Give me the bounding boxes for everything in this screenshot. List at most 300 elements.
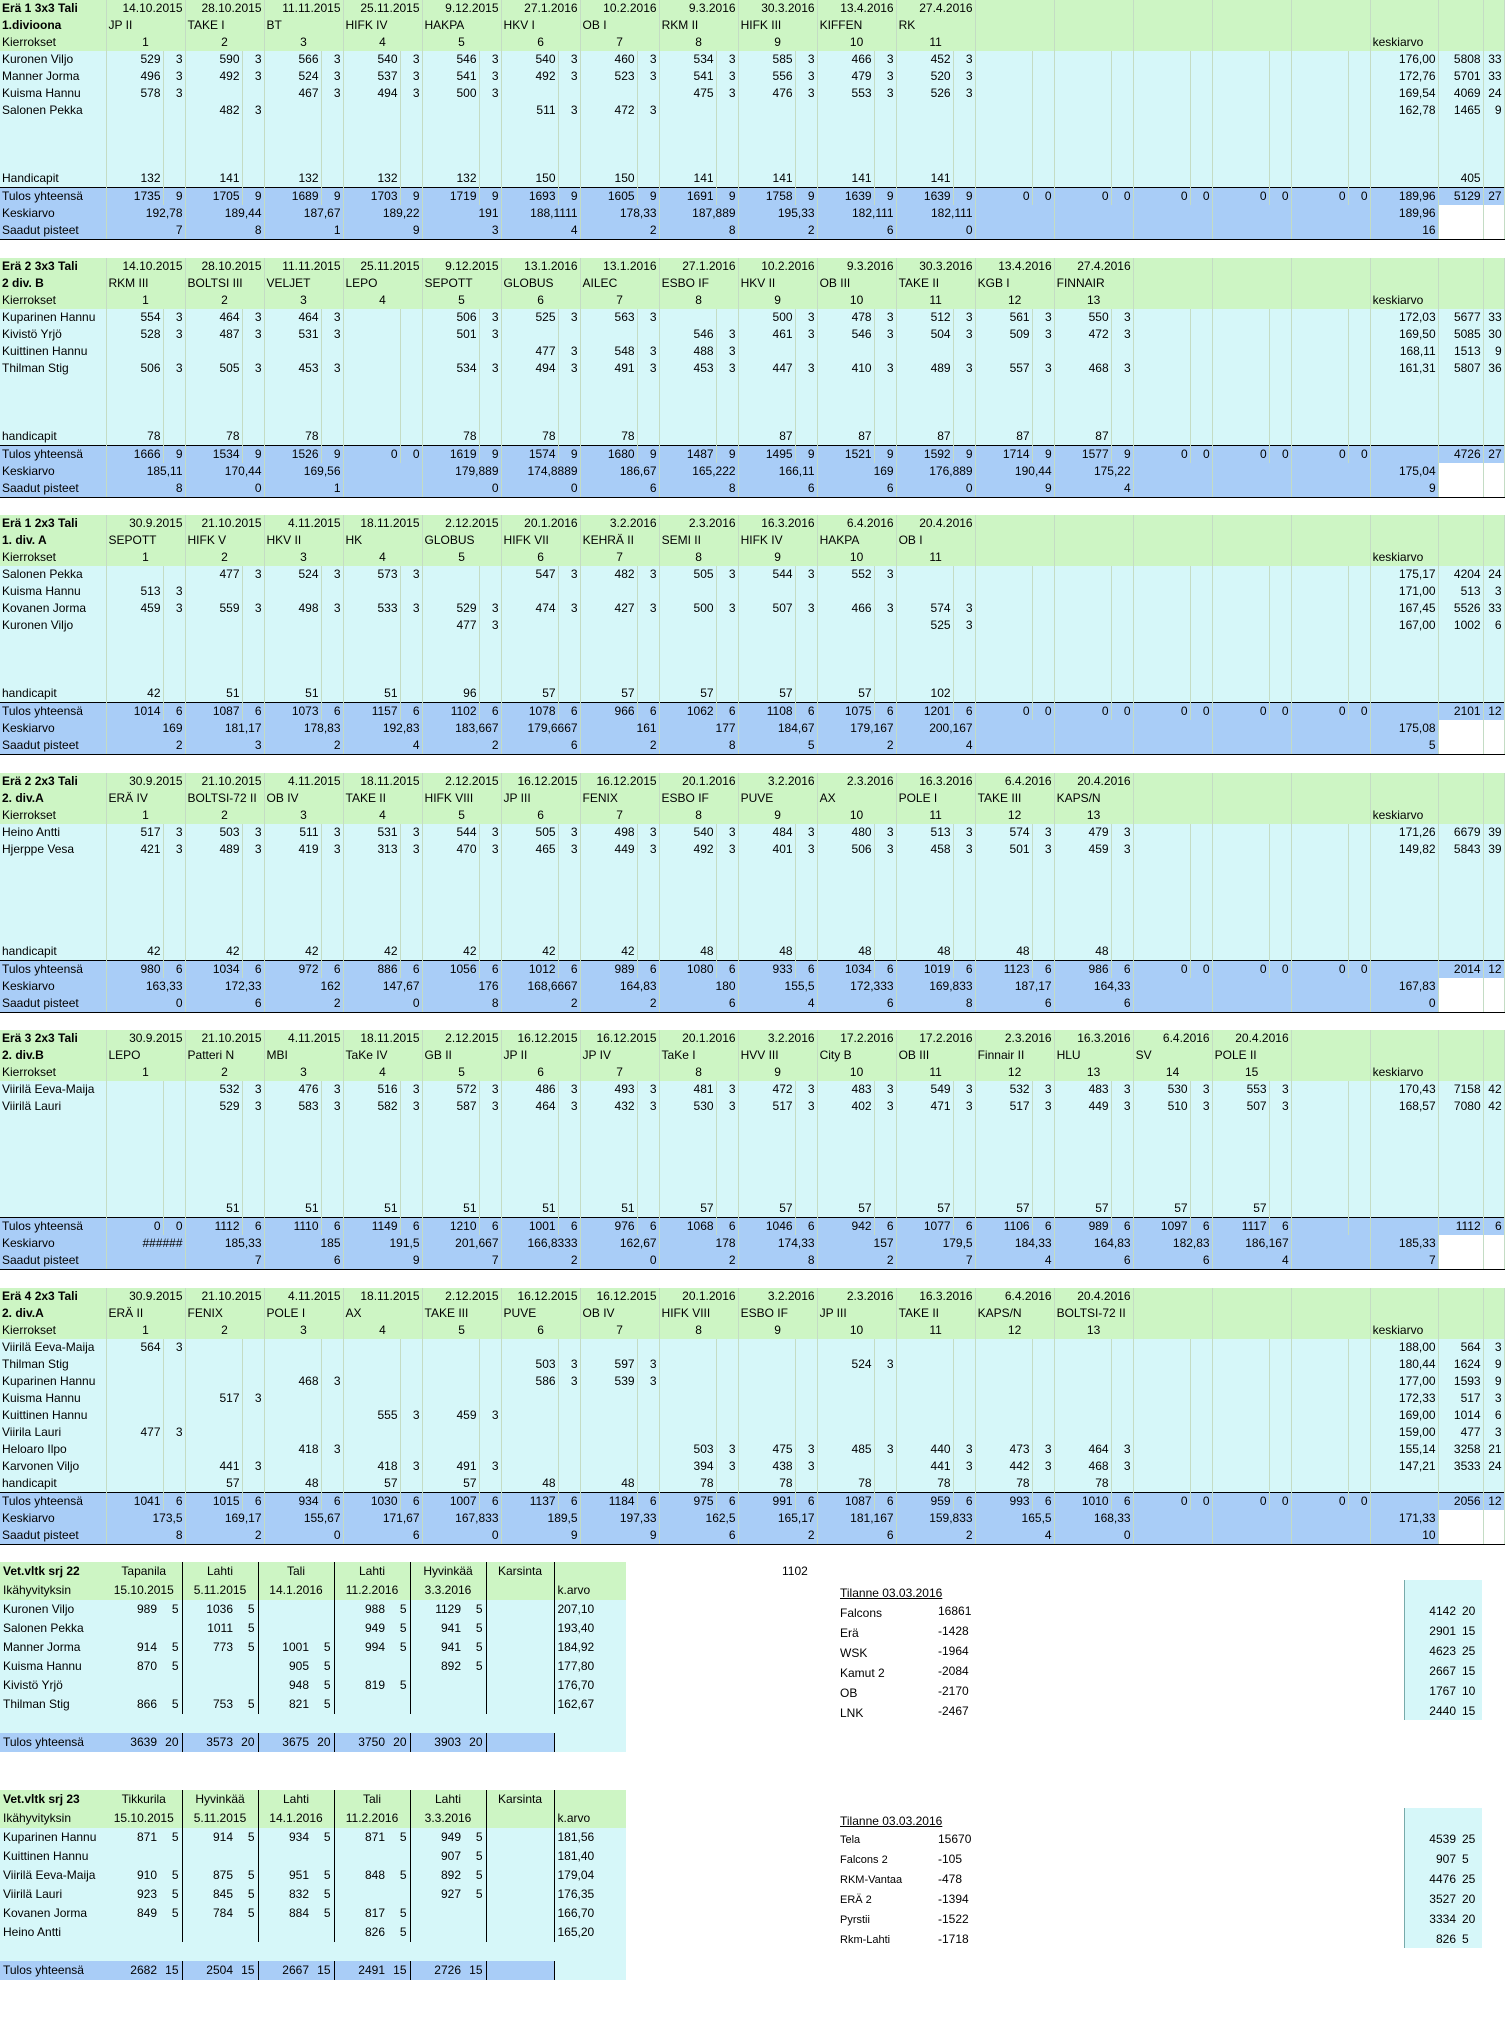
player-games	[1348, 102, 1370, 119]
player-games: 3	[558, 824, 580, 841]
player-games	[400, 343, 422, 360]
player-score	[1291, 1390, 1348, 1407]
average-row	[0, 720, 1504, 737]
player-row	[0, 360, 1504, 377]
player-score	[1291, 1356, 1348, 1373]
player-score: 472	[738, 1081, 795, 1098]
total-games: 0	[1032, 703, 1054, 721]
vet-age-label: Ikähyvityksin	[0, 1581, 106, 1600]
match-points: 7	[422, 1252, 501, 1270]
opponent-name: HIFK VIII	[659, 1305, 738, 1322]
match-average: 183,667	[422, 720, 501, 737]
total-score: 1117	[1212, 1218, 1269, 1236]
handicap-value: 51	[185, 1200, 242, 1218]
date-row	[0, 1288, 1504, 1305]
vet-score	[486, 1676, 542, 1695]
vet-games: 5	[236, 1866, 258, 1885]
player-score: 513	[896, 824, 953, 841]
match-points	[1291, 222, 1370, 240]
player-games: 3	[637, 68, 659, 85]
total-sum: 2056	[1438, 1492, 1483, 1510]
player-score: 477	[422, 617, 479, 634]
player-name: Kivistö Yrjö	[0, 326, 106, 343]
handicap-value	[1133, 170, 1190, 188]
section-gap	[0, 1544, 1504, 1562]
player-score	[975, 617, 1032, 634]
opponent-row	[0, 532, 1504, 549]
match-points: 9	[975, 480, 1054, 498]
player-score	[501, 1458, 558, 1475]
opponent-name: HKV II	[738, 275, 817, 292]
total-score: 1102	[422, 703, 479, 721]
total-games: 0	[1348, 445, 1370, 463]
right-summary-total: 4476	[1429, 1872, 1456, 1886]
match-points: 4	[738, 995, 817, 1013]
handicap-total	[1438, 685, 1483, 703]
empty-row	[0, 394, 1504, 411]
player-score	[1291, 824, 1348, 841]
player-score: 546	[422, 51, 479, 68]
total-label: Tulos yhteensä	[0, 1218, 106, 1236]
player-score: 546	[659, 326, 716, 343]
match-average: 171,67	[343, 1510, 422, 1527]
player-games: 3	[637, 1098, 659, 1115]
round-number: 2	[185, 807, 264, 824]
player-score: 479	[817, 68, 874, 85]
player-total: 5677	[1438, 309, 1483, 326]
player-score	[422, 583, 479, 600]
opponent-name: KAPS/N	[1054, 790, 1133, 807]
vet-games: 5	[160, 1638, 182, 1657]
vet-date	[486, 1809, 554, 1828]
player-score: 493	[580, 1081, 637, 1098]
player-games	[1348, 1098, 1370, 1115]
total-games: 6	[795, 703, 817, 721]
player-name: Heloaro Ilpo	[0, 1441, 106, 1458]
total-sum: 2014	[1438, 960, 1483, 978]
empty-row	[0, 1183, 1504, 1200]
match-date	[1212, 773, 1291, 790]
player-score: 475	[738, 1441, 795, 1458]
player-name: Viirilä Eeva-Maija	[0, 1081, 106, 1098]
vet-games: 5	[312, 1885, 334, 1904]
match-points: 9	[343, 222, 422, 240]
player-score	[1291, 1081, 1348, 1098]
match-average	[1212, 463, 1291, 480]
player-row	[0, 1441, 1504, 1458]
player-games	[874, 1339, 896, 1356]
round-number	[1212, 807, 1291, 824]
vet-score: 910	[106, 1866, 160, 1885]
total-score: 1592	[896, 445, 953, 463]
player-score: 530	[1133, 1081, 1190, 1098]
match-average: 147,67	[343, 978, 422, 995]
vet-score	[106, 1847, 160, 1866]
handicap-value	[1291, 1475, 1348, 1493]
handicap-label: handicapit	[0, 1475, 106, 1493]
vet-total-games	[542, 1733, 554, 1752]
vet-score: 875	[182, 1866, 236, 1885]
player-score: 517	[106, 824, 163, 841]
match-date: 30.9.2015	[106, 1030, 185, 1047]
total-count: 12	[1483, 960, 1504, 978]
handicap-value: 78	[580, 428, 637, 446]
handicap-value: 78	[422, 428, 479, 446]
opponent-name: FINNAIR	[1054, 275, 1133, 292]
player-score	[422, 343, 479, 360]
match-points: 6	[1054, 995, 1133, 1013]
round-row	[0, 1064, 1504, 1081]
total-score: 0	[1291, 960, 1348, 978]
round-number	[1291, 1064, 1370, 1081]
total-row	[0, 1492, 1504, 1510]
player-score	[1291, 617, 1348, 634]
player-average: 167,00	[1370, 617, 1438, 634]
player-score	[1291, 51, 1348, 68]
player-games: 3	[400, 68, 422, 85]
player-score: 553	[1212, 1081, 1269, 1098]
round-number: 2	[185, 292, 264, 309]
player-score: 494	[343, 85, 400, 102]
player-score: 401	[738, 841, 795, 858]
player-games	[716, 1373, 738, 1390]
vet-games	[388, 1847, 410, 1866]
round-label: Kierrokset	[0, 1322, 106, 1339]
player-row	[0, 583, 1504, 600]
player-games	[1190, 1390, 1212, 1407]
total-games: 6	[479, 1492, 501, 1510]
handicap-value: 48	[975, 943, 1032, 961]
vet-total-score	[486, 1733, 542, 1752]
opponent-name: TAKE II	[896, 275, 975, 292]
vet-games	[542, 1600, 554, 1619]
round-number: 1	[106, 549, 185, 566]
vet-games	[312, 1600, 334, 1619]
player-games	[795, 1373, 817, 1390]
total-games: 0	[1348, 1492, 1370, 1510]
round-number: 4	[343, 1064, 422, 1081]
handicap-value	[659, 428, 716, 446]
player-score: 503	[185, 824, 242, 841]
player-total: 4204	[1438, 566, 1483, 583]
player-games	[163, 1407, 185, 1424]
standings-team: Kamut 2	[840, 1666, 885, 1680]
match-date: 9.12.2015	[422, 0, 501, 17]
match-points: 0	[264, 1527, 343, 1545]
opponent-name: JP II	[106, 17, 185, 34]
player-games	[1348, 1081, 1370, 1098]
player-score	[185, 617, 242, 634]
player-games	[321, 1339, 343, 1356]
player-games	[716, 1424, 738, 1441]
match-date: 20.1.2016	[659, 1030, 738, 1047]
round-number: 12	[975, 292, 1054, 309]
player-score: 520	[896, 68, 953, 85]
points-row	[0, 995, 1504, 1013]
player-score: 555	[343, 1407, 400, 1424]
player-games	[1348, 617, 1370, 634]
standings-team: OB	[840, 1686, 858, 1700]
match-points	[106, 1252, 185, 1270]
total-label: Tulos yhteensä	[0, 960, 106, 978]
player-score	[422, 1441, 479, 1458]
player-games: 3	[400, 1098, 422, 1115]
player-score: 481	[659, 1081, 716, 1098]
date-row	[0, 0, 1504, 17]
player-total: 517	[1438, 1390, 1483, 1407]
player-games	[400, 617, 422, 634]
vet-score: 1001	[258, 1638, 312, 1657]
match-points	[1291, 1252, 1370, 1270]
player-score	[896, 343, 953, 360]
player-score	[659, 1373, 716, 1390]
player-games: 3	[163, 309, 185, 326]
player-score: 475	[659, 85, 716, 102]
player-score	[264, 1356, 321, 1373]
match-date: 20.1.2016	[659, 773, 738, 790]
player-games: 3	[953, 85, 975, 102]
total-games: 6	[1111, 1492, 1133, 1510]
player-games	[558, 1339, 580, 1356]
player-score: 313	[343, 841, 400, 858]
player-score: 563	[580, 309, 637, 326]
player-games	[716, 1356, 738, 1373]
player-games	[795, 1407, 817, 1424]
player-row	[0, 1424, 1504, 1441]
player-score: 597	[580, 1356, 637, 1373]
total-games: 9	[163, 445, 185, 463]
player-score	[106, 1407, 163, 1424]
total-games: 6	[637, 960, 659, 978]
right-summary-total: 1767	[1429, 1684, 1456, 1698]
player-average: 168,57	[1370, 1098, 1438, 1115]
player-games	[716, 1407, 738, 1424]
player-games: 3	[163, 1339, 185, 1356]
handicap-value: 141	[896, 170, 953, 188]
player-games: 3	[1032, 1098, 1054, 1115]
match-average: 173,5	[106, 1510, 185, 1527]
match-average: 164,83	[1054, 1235, 1133, 1252]
total-score: 1605	[580, 188, 637, 206]
player-score	[1054, 1424, 1111, 1441]
player-score	[264, 617, 321, 634]
player-score	[817, 1458, 874, 1475]
round-number: 1	[106, 292, 185, 309]
total-count: 6	[1483, 1218, 1504, 1236]
vet-date	[486, 1581, 554, 1600]
standings-title: Tilanne 03.03.2016	[840, 1586, 943, 1600]
player-score	[343, 326, 400, 343]
round-number: 4	[343, 807, 422, 824]
player-games: 3	[1111, 1098, 1133, 1115]
match-date	[1054, 0, 1133, 17]
total-games: 0	[400, 445, 422, 463]
match-average: 169	[817, 463, 896, 480]
player-score	[896, 583, 953, 600]
player-score	[1291, 1424, 1348, 1441]
player-games	[400, 1373, 422, 1390]
player-name: Kuittinen Hannu	[0, 343, 106, 360]
vet-games: 5	[464, 1885, 486, 1904]
match-points: 6	[1054, 1252, 1133, 1270]
empty-row	[0, 892, 1504, 909]
player-score: 523	[580, 68, 637, 85]
vet-score: 949	[410, 1828, 464, 1847]
total-score: 1078	[501, 703, 558, 721]
player-games	[1111, 85, 1133, 102]
average-label: Keskiarvo	[0, 1510, 106, 1527]
player-games: 3	[795, 1098, 817, 1115]
vet-place: Lahti	[182, 1562, 258, 1581]
total-score: 980	[106, 960, 163, 978]
player-games: 3	[716, 841, 738, 858]
avg-header: keskiarvo	[1370, 292, 1438, 309]
player-games: 3	[242, 841, 264, 858]
total-score: 1106	[975, 1218, 1032, 1236]
player-score	[975, 566, 1032, 583]
average-label: Keskiarvo	[0, 463, 106, 480]
player-games: 3	[874, 824, 896, 841]
player-score: 546	[817, 326, 874, 343]
player-games: 3	[1032, 360, 1054, 377]
match-points: 6	[501, 737, 580, 755]
player-game-count: 24	[1483, 1458, 1504, 1475]
player-games	[795, 1339, 817, 1356]
vet-total-score: 3573	[182, 1733, 236, 1752]
round-number: 5	[422, 34, 501, 51]
vet-score	[410, 1904, 464, 1923]
player-score: 552	[817, 566, 874, 583]
player-score: 578	[106, 85, 163, 102]
match-date: 6.4.2016	[975, 1288, 1054, 1305]
total-row	[0, 445, 1504, 463]
handicap-value: 57	[817, 685, 874, 703]
player-score	[264, 1339, 321, 1356]
total-games: 6	[242, 1218, 264, 1236]
vet-games	[388, 1695, 410, 1714]
player-games: 3	[953, 1081, 975, 1098]
vet-games	[236, 1676, 258, 1695]
vet-score	[334, 1695, 388, 1714]
match-points	[343, 480, 422, 498]
player-games	[558, 85, 580, 102]
vet-total-score: 2682	[106, 1961, 160, 1980]
vet-games: 5	[160, 1866, 182, 1885]
player-score	[1054, 583, 1111, 600]
vet-score: 1011	[182, 1619, 236, 1638]
match-points	[1133, 737, 1212, 755]
vet-score	[106, 1619, 160, 1638]
round-number: 12	[975, 1064, 1054, 1081]
handicap-value	[1212, 1475, 1269, 1493]
total-count: 12	[1483, 1492, 1504, 1510]
average-row	[0, 978, 1504, 995]
player-games	[1269, 309, 1291, 326]
player-games: 3	[874, 841, 896, 858]
handicap-value	[106, 1200, 163, 1218]
round-number	[1054, 34, 1133, 51]
total-score: 1007	[422, 1492, 479, 1510]
vet-place-row	[0, 1790, 626, 1809]
player-games: 3	[242, 360, 264, 377]
right-summary-count: 5	[1462, 1932, 1469, 1946]
vet-table	[0, 1562, 626, 1752]
player-score	[501, 583, 558, 600]
total-score: 1693	[501, 188, 558, 206]
vet-score: 832	[258, 1885, 312, 1904]
opponent-name	[1212, 275, 1291, 292]
player-score	[1212, 309, 1269, 326]
opponent-name: OB IV	[264, 790, 343, 807]
match-average: 179,889	[422, 463, 501, 480]
match-date: 30.9.2015	[106, 773, 185, 790]
vet-games	[160, 1847, 182, 1866]
player-score	[106, 617, 163, 634]
vet-games	[542, 1885, 554, 1904]
player-games: 3	[321, 600, 343, 617]
right-summary-total: 826	[1435, 1932, 1456, 1946]
match-points: 1	[264, 222, 343, 240]
player-score: 498	[580, 824, 637, 841]
right-summary-total: 2440	[1429, 1704, 1456, 1718]
match-points: 4	[343, 737, 422, 755]
player-score	[343, 1356, 400, 1373]
vet-games: 5	[312, 1638, 334, 1657]
player-games: 3	[953, 360, 975, 377]
vet-score: 948	[258, 1676, 312, 1695]
right-summary-total: 2667	[1429, 1664, 1456, 1678]
vet-total-score: 3639	[106, 1733, 160, 1752]
player-games: 3	[716, 566, 738, 583]
handicap-value: 78	[106, 428, 163, 446]
player-games	[479, 1373, 501, 1390]
match-average: 180	[659, 978, 738, 995]
match-date: 28.10.2015	[185, 0, 264, 17]
section-table-1	[0, 0, 1505, 258]
total-games: 6	[321, 960, 343, 978]
opponent-name: HKV II	[264, 532, 343, 549]
player-games	[874, 617, 896, 634]
vet-block-2	[0, 1790, 1481, 2000]
total-games: 6	[795, 1218, 817, 1236]
player-games	[321, 343, 343, 360]
avg-header: keskiarvo	[1370, 34, 1438, 51]
total-score: 886	[343, 960, 400, 978]
vet-score: 871	[334, 1828, 388, 1847]
total-score: 0	[1133, 960, 1190, 978]
player-score: 524	[817, 1356, 874, 1373]
player-score	[817, 343, 874, 360]
round-number: 7	[580, 34, 659, 51]
total-score: 1056	[422, 960, 479, 978]
player-games: 3	[163, 583, 185, 600]
handicap-value: 57	[580, 685, 637, 703]
player-games	[1348, 1339, 1370, 1356]
player-total: 1014	[1438, 1407, 1483, 1424]
total-games: 6	[874, 960, 896, 978]
vet-player-name: Viirilä Eeva-Maija	[0, 1866, 106, 1885]
player-games	[479, 1390, 501, 1407]
right-summary-count: 15	[1462, 1624, 1476, 1638]
vet-games: 5	[464, 1638, 486, 1657]
round-number: 6	[501, 807, 580, 824]
match-average: 166,8333	[501, 1235, 580, 1252]
player-games	[637, 1458, 659, 1475]
match-average: 170,44	[185, 463, 264, 480]
vet-player-name: Kuparinen Hannu	[0, 1828, 106, 1847]
opponent-name: LEPO	[106, 1047, 185, 1064]
section-table-4	[0, 773, 1505, 1031]
